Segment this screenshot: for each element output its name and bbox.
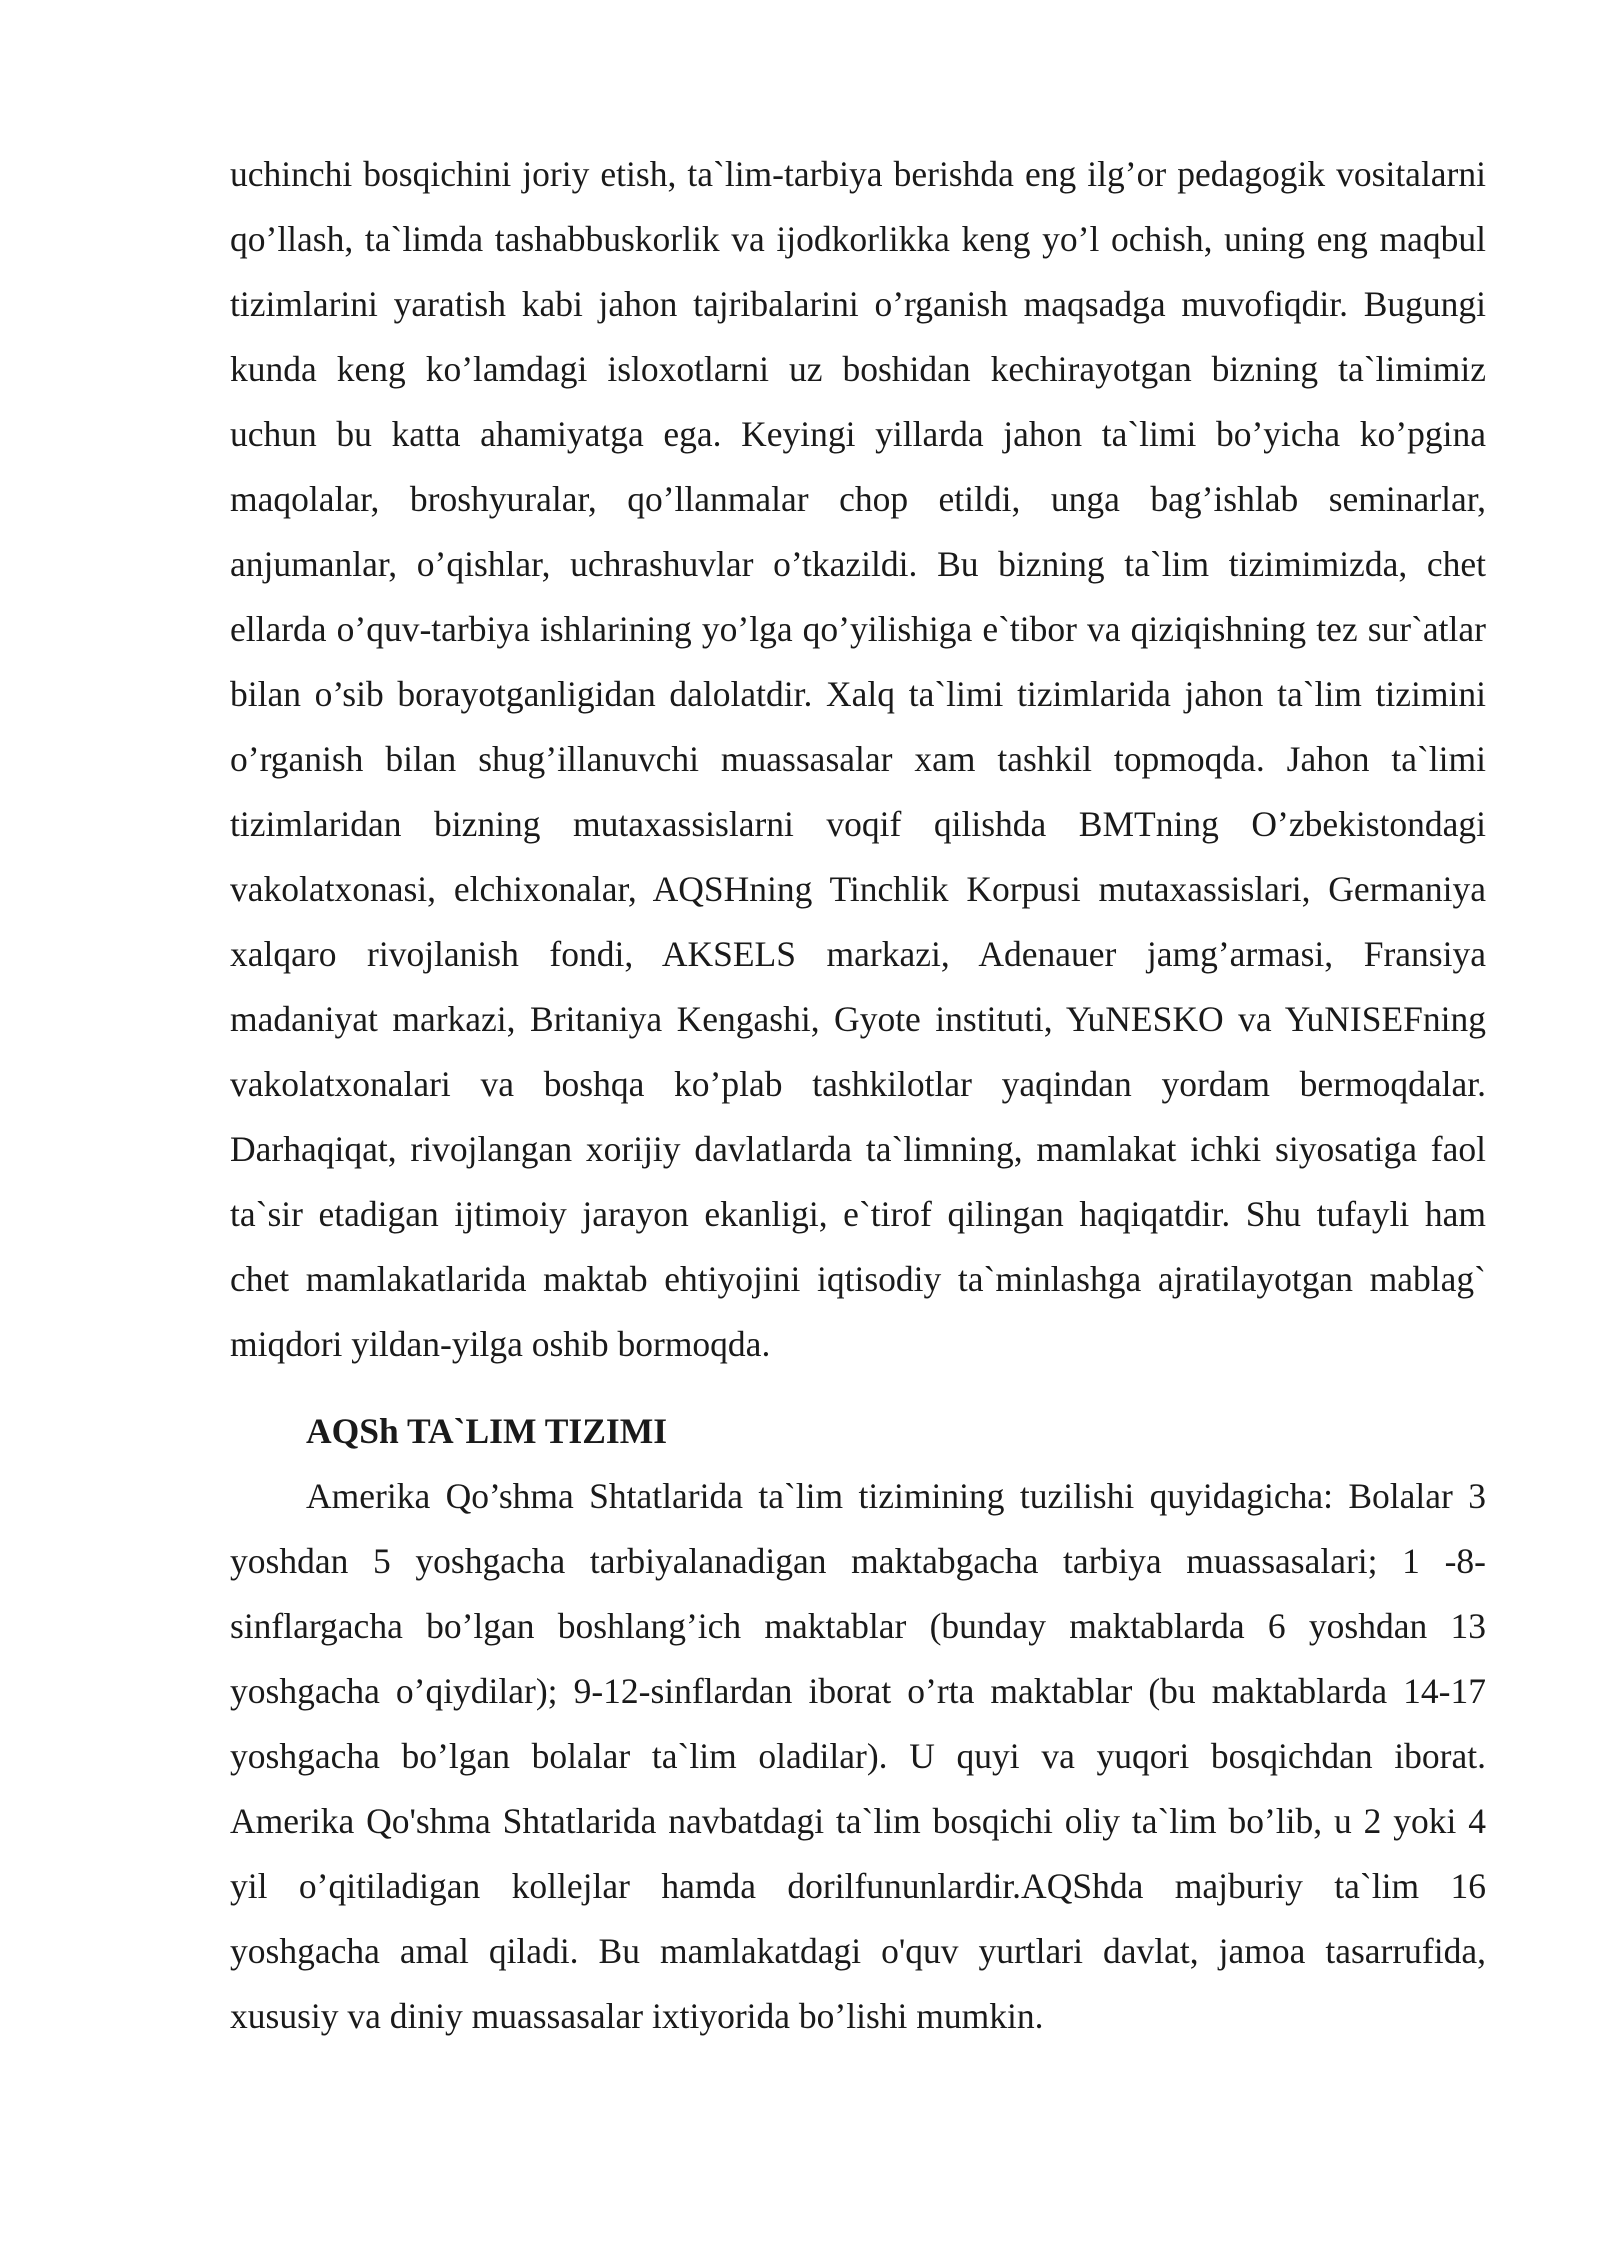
document-page [230, 142, 1486, 2049]
section-heading: AQSh TA`LIM TIZIMI [306, 1411, 668, 1451]
body-paragraph-2: Amerika Qo’shma Shtatlarida ta`lim tizimining tuzilishi quyidagicha: Bolalar 3 yoshdan 5 yoshgacha tarbiyalanadigan maktabgacha tarbiya muassasalari; 1 -8-sinflargacha bo’lgan boshlang’ich maktablar (bunday maktablarda 6 yoshdan 13 yoshgacha o’qiydilar); 9-12-sinflardan iborat o’rta maktablar (bu maktablarda 14-17 yoshgacha bo’lgan bolalar ta`lim oladilar). U quyi va yuqori bosqichdan iborat. Amerika Qo'shma Shtatlarida navbatdagi ta`lim bosqichi oliy ta`lim bo’lib, u 2 yoki 4 yil o’qitiladigan kollejlar hamda dorilfununlardir.AQShda majburiy ta`lim 16 yoshgacha amal qiladi. Bu mamlakatdagi o'quv yurtlari davlat, jamoa tasarrufida, xususiy va diniy muassasalar ixtiyorida bo’lishi mumkin. [230, 1476, 1486, 2036]
body-paragraph-1: uchinchi bosqichini joriy etish, ta`lim-tarbiya berishda eng ilg’or pedagogik vositalarni qo’llash, ta`limda tashabbuskorlik va ijodkorlikka keng yo’l ochish, uning eng maqbul tizimlarini yaratish kabi jahon tajribalarini o’rganish maqsadga muvofiqdir. Bugungi kunda keng ko’lamdagi isloxotlarni uz boshidan kechirayotgan bizning ta`limimiz uchun bu katta ahamiyatga ega. Keyingi yillarda jahon ta`limi bo’yicha ko’pgina maqolalar, broshyuralar, qo’llanmalar chop etildi, unga bag’ishlab seminarlar, anjumanlar, o’qishlar, uchrashuvlar o’tkazildi. Bu bizning ta`lim tizimimizda, chet ellarda o’quv-tarbiya ishlarining yo’lga qo’yilishiga e`tibor va qiziqishning tez sur`atlar bilan o’sib borayotganligidan dalolatdir. Xalq ta`limi tizimlarida jahon ta`lim tizimini o’rganish bilan shug’illanuvchi muassasalar xam tashkil topmoqda. Jahon ta`limi tizimlaridan bizning mutaxassislarni voqif qilishda BMTning O’zbekistondagi vakolatxonasi, elchixonalar, AQSHning Tinchlik Korpusi mutaxassislari, Germaniya xalqaro rivojlanish fondi, AKSELS markazi, Adenauer jamg’armasi, Fransiya madaniyat markazi, Britaniya Kengashi, Gyote instituti, YuNESKO va YuNISEFning vakolatxonalari va boshqa ko’plab tashkilotlar yaqindan yordam bermoqdalar. Darhaqiqat, rivojlangan xorijiy davlatlarda ta`limning, mamlakat ichki siyosatiga faol ta`sir etadigan ijtimoiy jarayon ekanligi, e`tirof qilingan haqiqatdir. Shu tufayli ham chet mamlakatlarida maktab ehtiyojini iqtisodiy ta`minlashga ajratilayotgan mablag` miqdori yildan-yilga oshib bormoqda. [230, 154, 1486, 1364]
